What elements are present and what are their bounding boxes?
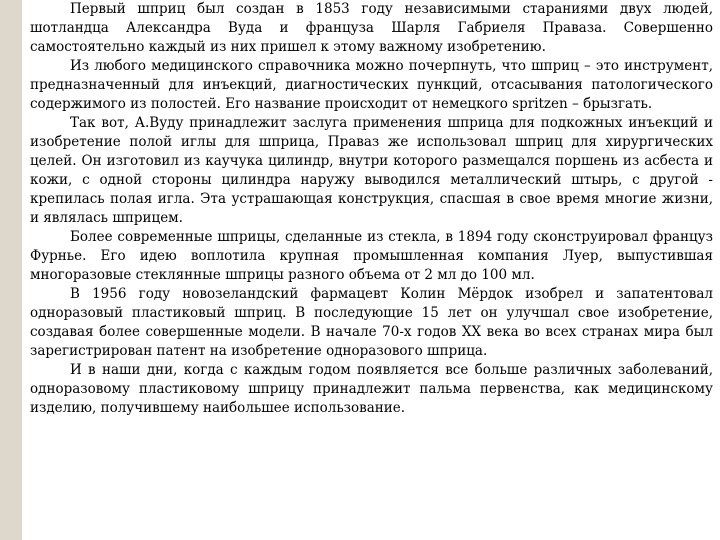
paragraph-wood-pravaz: Так вот, А.Вуду принадлежит заслуга применения шприца для подкожных инъекций и изобретение полой иглы для шприца, Праваз же использовал шприц для хирургических целей. Он изготовил из каучука цилиндр, внутри которого размещался поршень из асбеста и кожи, с одной стороны цилиндра наружу выводился металлический штырь, с другой - крепилась полая игла. Эта устрашающая конструкция, спасшая в свое время многие жизни, и являлась шприцем.	[30, 115, 713, 226]
paragraph-disposable-syringe: В 1956 году новозеландский фармацевт Колин Мёрдок изобрел и запатентовал одноразовый пластиковый шприц. В последующие 15 лет он улучшал свое изобретение, создавая более совершенные модели. В начале 70-х годов XX века во всех странах мира был зарегистрирован патент на изобретение одноразового шприца.	[30, 286, 713, 359]
decorative-side-stripe	[0, 0, 22, 540]
paragraph-today: И в наши дни, когда с каждым годом появляется все больше различных заболеваний, одноразовому пластиковому шприцу принадлежит пальма первенства, как медицинскому изделию, получившему наибольшее использование.	[30, 362, 713, 416]
paragraph-glass-syringes: Более современные шприцы, сделанные из стекла, в 1894 году сконструировал француз Фурнье. Его идею воплотила крупная промышленная компания Луер, выпустившая многоразовые стеклянные шприцы разного объема от 2 мл до 100 мл.	[30, 229, 713, 283]
paragraph-definition: Из любого медицинского справочника можно почерпнуть, что шприц – это инструмент, предназначенный для инъекций, диагностических пункций, отсасывания патологического содержимого из полостей. Его название происходит от немецкого spritzen – брызгать.	[30, 58, 713, 112]
paragraph-first-syringe: Первый шприц был создан в 1853 году независимыми стараниями двух людей, шотландца Александра Вуда и француза Шарля Габриеля Праваза. Совершенно самостоятельно каждый из них пришел к этому важному изобретению.	[30, 1, 713, 55]
slide-page	[22, 0, 720, 540]
document-text-body	[30, 0, 713, 418]
